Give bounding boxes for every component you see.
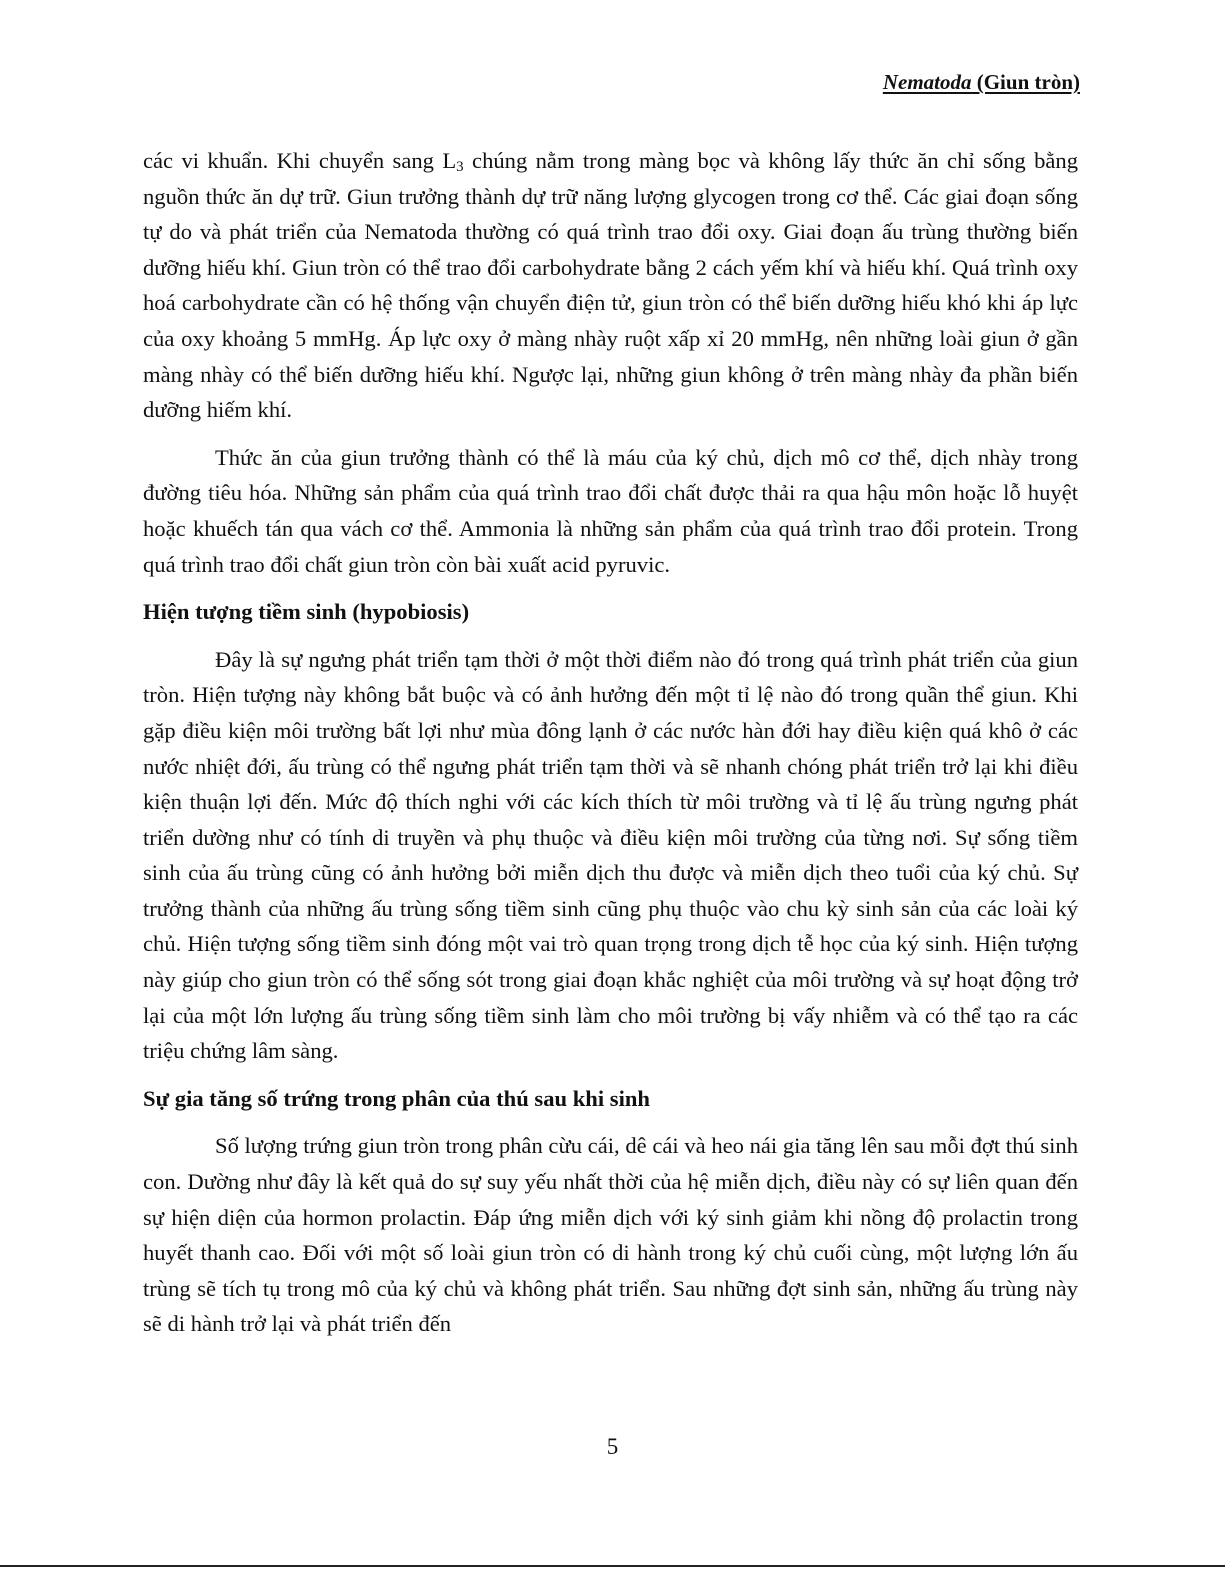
section-heading-hypobiosis: Hiện tượng tiềm sinh (hypobiosis) [143, 599, 470, 625]
paragraph-hypobiosis: Đây là sự ngưng phát triển tạm thời ở một thời điểm nào đó trong quá trình phát triển của giun tròn. Hiện tượng này không bắt buộc và có ảnh hưởng đến một tỉ lệ nào đó trong quần thể giun. Khi gặp điều kiện môi trường bất lợi như mùa đông lạnh ở các nước hàn đới hay điều kiện quá khô ở các nước nhiệt đới, ấu trùng có thể ngưng phát triển tạm thời và sẽ nhanh chóng phát triển trở lại khi điều kiện thuận lợi đến. Mức độ thích nghi với các kích thích từ môi trường và tỉ lệ ấu trùng ngưng phát triển dường như có tính di truyền và phụ thuộc và điều kiện môi trường của từng nơi. Sự sống tiềm sinh của ấu trùng cũng có ảnh hưởng bởi miễn dịch thu được và miễn dịch theo tuổi của ký chủ. Sự trưởng thành của những ấu trùng sống tiềm sinh cũng phụ thuộc vào chu kỳ sinh sản của các loài ký chủ. Hiện tượng sống tiềm sinh đóng một vai trò quan trọng trong dịch tễ học của ký sinh. Hiện tượng này giúp cho giun tròn có thể sống sót trong giai đoạn khắc nghiệt của môi trường và sự hoạt động trở lại của một lớn lượng ấu trùng sống tiềm sinh làm cho môi trường bị vấy nhiễm và có thể tạo ra các triệu chứng lâm sàng. [143, 646, 1078, 1064]
paragraph-food: Thức ăn của giun trưởng thành có thể là máu của ký chủ, dịch mô cơ thể, dịch nhày trong đường tiêu hóa. Những sản phẩm của quá trình trao đổi chất được thải ra qua hậu môn hoặc lỗ huyệt hoặc khuếch tán qua vách cơ thể. Ammonia là những sản phẩm của quá trình trao đổi protein. Trong quá trình trao đổi chất giun tròn còn bài xuất acid pyruvic. [143, 444, 1078, 577]
paragraph-text: các vi khuẩn. Khi chuyển sang L [143, 148, 457, 173]
header-subtitle: (Giun tròn) [971, 70, 1080, 94]
paragraph-metabolism [143, 143, 1078, 428]
bottom-rule [0, 1565, 1225, 1567]
paragraph-egg-increase: Số lượng trứng giun tròn trong phân cừu cái, dê cái và heo nái gia tăng lên sau mỗi đợt thú sinh con. Dường như đây là kết quả do sự suy yếu nhất thời của hệ miễn dịch, điều này có sự liên quan đến sự hiện diện của hormon prolactin. Đáp ứng miễn dịch với ký sinh giảm khi nồng độ prolactin trong huyết thanh cao. Đối với một số loài giun tròn có di hành trong ký chủ cuối cùng, một lượng lớn ấu trùng sẽ tích tụ trong mô của ký chủ và không phát triển. Sau những đợt sinh sản, những ấu trùng này sẽ di hành trở lại và phát triển đến [143, 1133, 1078, 1337]
page-number: 5 [606, 1434, 619, 1459]
subscript: 3 [456, 159, 464, 175]
section-heading-egg-increase: Sự gia tăng số trứng trong phân của thú sau khi sinh [143, 1085, 650, 1111]
header-italic-title: Nematoda [882, 70, 972, 94]
running-header [883, 70, 1080, 95]
page-body [143, 143, 1078, 1342]
paragraph-text: chúng nằm trong màng bọc và không lấy thức ăn chỉ sống bằng nguồn thức ăn dự trữ. Giun trưởng thành dự trữ năng lượng glycogen trong cơ thể. Các giai đoạn sống tự do và phát triển của Nematoda thường có quá trình trao đổi oxy. Giai đoạn ấu trùng thường biến dưỡng hiếu khí. Giun tròn có thể trao đổi carbohydrate bằng 2 cách yếm khí và hiếu khí. Quá trình oxy hoá carbohydrate cần có hệ thống vận chuyển điện tử, giun tròn có thể biến dưỡng hiếu khó khi áp lực của oxy khoảng 5 mmHg. Áp lực oxy ở màng nhày ruột xấp xỉ 20 mmHg, nên những loài giun ở gần màng nhày có thể biến dưỡng hiếu khí. Ngược lại, những giun không ở trên màng nhày đa phần biến dưỡng hiếm khí. [143, 148, 1079, 423]
